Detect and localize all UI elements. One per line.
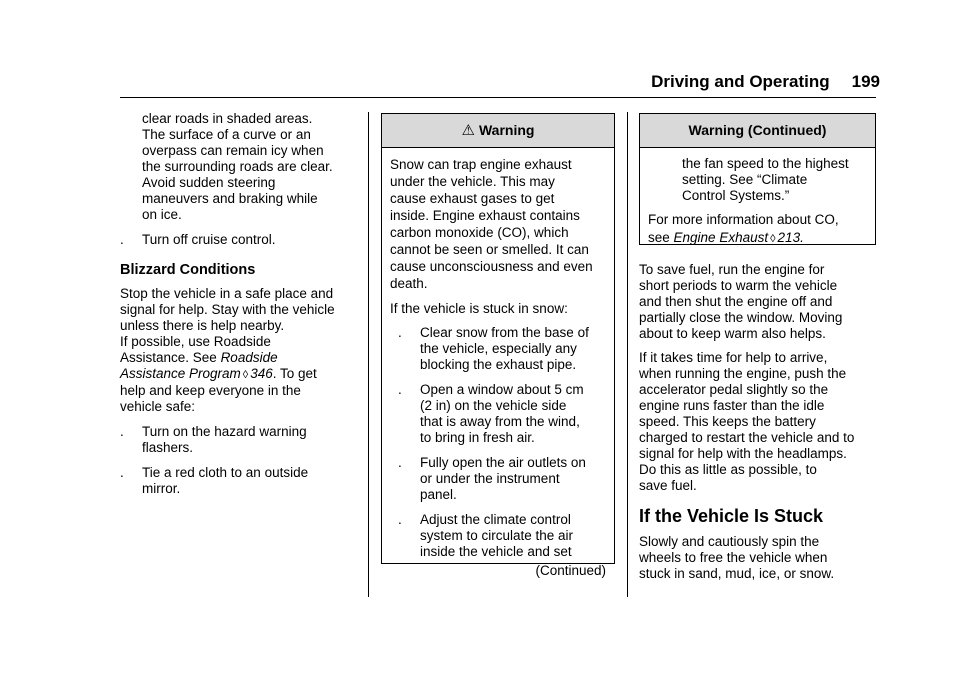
column-divider-left bbox=[368, 112, 369, 597]
help-paragraph bbox=[639, 350, 879, 494]
text-line: Open a window about 5 cm bbox=[420, 382, 584, 397]
bullet-mark: . bbox=[398, 512, 402, 527]
text-line: the fan speed to the highest bbox=[682, 156, 849, 171]
list-item bbox=[120, 232, 360, 248]
continued-bullet-text bbox=[648, 156, 867, 204]
text-line: Adjust the climate control bbox=[420, 512, 571, 527]
warning-intro bbox=[390, 156, 606, 292]
page-ref-icon: ◊ bbox=[770, 233, 776, 245]
text-line: stuck in sand, mud, ice, or snow. bbox=[639, 566, 835, 581]
text-line: Control Systems.” bbox=[682, 188, 790, 203]
section-heading: Blizzard Conditions bbox=[120, 262, 256, 278]
text-line: engine runs faster than the idle bbox=[639, 398, 825, 413]
text-line: If possible, use Roadside bbox=[120, 334, 271, 349]
fuel-paragraph bbox=[639, 262, 879, 342]
text-line: accelerator pedal slightly so the bbox=[639, 382, 829, 397]
warning-body bbox=[640, 148, 875, 253]
list-item bbox=[120, 465, 360, 497]
page-reference-number[interactable]: 346 bbox=[250, 366, 273, 381]
text-fragment: . To get bbox=[272, 366, 317, 381]
warning-box-continued bbox=[639, 113, 876, 245]
warning-header bbox=[382, 114, 614, 148]
warning-body bbox=[382, 148, 614, 585]
text-line: death. bbox=[390, 276, 428, 291]
text-line: Tie a red cloth to an outside bbox=[142, 465, 309, 480]
text-line bbox=[120, 366, 360, 383]
text-line: system to circulate the air bbox=[420, 528, 574, 543]
text-line: Clear snow from the base of bbox=[420, 325, 589, 340]
text-line: If the vehicle is stuck in snow: bbox=[390, 301, 568, 316]
continued-label: (Continued) bbox=[535, 563, 606, 578]
text-line: flashers. bbox=[142, 440, 194, 455]
text-line: help and keep everyone in the bbox=[120, 383, 301, 398]
bullet-mark: . bbox=[398, 382, 402, 397]
list-item bbox=[120, 424, 360, 456]
section-heading: If the Vehicle Is Stuck bbox=[639, 506, 824, 526]
text-fragment: Assistance. See bbox=[120, 350, 221, 365]
text-line: signal for help. Stay with the vehicle bbox=[120, 302, 335, 317]
text-line: Turn off cruise control. bbox=[142, 232, 276, 247]
page-reference-link[interactable]: Roadside bbox=[220, 350, 278, 365]
page-number: 199 bbox=[851, 72, 880, 91]
text-line: unless there is help nearby. bbox=[120, 318, 285, 333]
text-line: Slowly and cautiously spin the bbox=[639, 534, 820, 549]
text-line: carbon monoxide (CO), which bbox=[390, 225, 569, 240]
text-fragment: . bbox=[800, 230, 804, 245]
page-reference-link[interactable]: Assistance Program bbox=[120, 366, 241, 381]
column-divider-right bbox=[627, 112, 628, 597]
text-line: vehicle safe: bbox=[120, 399, 196, 414]
text-line: cause unconsciousness and even bbox=[390, 259, 593, 274]
text-line: Snow can trap engine exhaust bbox=[390, 157, 572, 172]
list-item bbox=[398, 512, 606, 560]
text-line: wheels to free the vehicle when bbox=[639, 550, 828, 565]
header-rule bbox=[120, 97, 876, 98]
text-line: under the vehicle. This may bbox=[390, 174, 555, 189]
bullet-mark: . bbox=[398, 325, 402, 340]
text-line: For more information about CO, bbox=[648, 212, 839, 227]
bullet-mark: . bbox=[120, 232, 124, 247]
text-line: speed. This keeps the battery bbox=[639, 414, 816, 429]
text-line: (2 in) on the vehicle side bbox=[420, 398, 567, 413]
text-fragment: see bbox=[648, 230, 674, 245]
continued-paragraph bbox=[120, 111, 360, 223]
text-line bbox=[648, 230, 867, 247]
text-line: setting. See “Climate bbox=[682, 172, 808, 187]
text-line: If it takes time for help to arrive, bbox=[639, 350, 828, 365]
text-line: inside. Engine exhaust contains bbox=[390, 208, 580, 223]
text-line: The surface of a curve or an bbox=[142, 127, 311, 142]
list-item bbox=[398, 455, 606, 503]
text-line: Avoid sudden steering bbox=[142, 175, 276, 190]
text-line: Stop the vehicle in a safe place and bbox=[120, 286, 334, 301]
blizzard-paragraph bbox=[120, 286, 360, 415]
bullet-mark: . bbox=[398, 455, 402, 470]
text-line: charged to restart the vehicle and to bbox=[639, 430, 855, 445]
text-line: inside the vehicle and set bbox=[420, 544, 572, 559]
text-line: clear roads in shaded areas. bbox=[142, 111, 313, 126]
text-line: the surrounding roads are clear. bbox=[142, 159, 333, 174]
text-line: save fuel. bbox=[639, 478, 697, 493]
text-line: when running the engine, push the bbox=[639, 366, 847, 381]
text-line: panel. bbox=[420, 487, 457, 502]
column-1 bbox=[120, 111, 360, 506]
bullet-mark: . bbox=[120, 465, 124, 480]
text-line: overpass can remain icy when bbox=[142, 143, 324, 158]
text-line: mirror. bbox=[142, 481, 181, 496]
text-line: signal for help with the headlamps. bbox=[639, 446, 847, 461]
bullet-mark: . bbox=[120, 424, 124, 439]
text-line: cause exhaust gases to get bbox=[390, 191, 555, 206]
page-header bbox=[580, 72, 880, 92]
text-line: cannot be seen or smelled. It can bbox=[390, 242, 589, 257]
text-line: short periods to warm the vehicle bbox=[639, 278, 838, 293]
page-ref-icon: ◊ bbox=[242, 369, 249, 381]
column-3 bbox=[639, 262, 879, 590]
text-line: on ice. bbox=[142, 207, 182, 222]
warning-triangle-icon: ⚠ bbox=[461, 122, 475, 139]
text-line bbox=[120, 350, 360, 366]
page-reference-number[interactable]: 213 bbox=[777, 230, 801, 245]
text-line: Do this as little as possible, to bbox=[639, 462, 817, 477]
text-line: or under the instrument bbox=[420, 471, 560, 486]
stuck-paragraph bbox=[639, 534, 879, 582]
text-line: maneuvers and braking while bbox=[142, 191, 318, 206]
text-line: Turn on the hazard warning bbox=[142, 424, 307, 439]
text-line: To save fuel, run the engine for bbox=[639, 262, 825, 277]
warning-box bbox=[381, 113, 615, 578]
text-line: that is away from the wind, bbox=[420, 414, 580, 429]
text-line: partially close the window. Moving bbox=[639, 310, 843, 325]
section-title: Driving and Operating bbox=[651, 72, 830, 91]
text-line: blocking the exhaust pipe. bbox=[420, 357, 577, 372]
list-item bbox=[398, 382, 606, 446]
text-line: to bring in fresh air. bbox=[420, 430, 535, 445]
text-line: and then shut the engine off and bbox=[639, 294, 833, 309]
text-line: Fully open the air outlets on bbox=[420, 455, 586, 470]
warning-header: Warning (Continued) bbox=[640, 114, 875, 148]
text-line: about to keep warm also helps. bbox=[639, 326, 826, 341]
page-reference-link[interactable]: Engine Exhaust bbox=[673, 230, 769, 245]
warning-title: Warning bbox=[478, 122, 535, 138]
text-line: the vehicle, especially any bbox=[420, 341, 577, 356]
list-item bbox=[398, 325, 606, 373]
